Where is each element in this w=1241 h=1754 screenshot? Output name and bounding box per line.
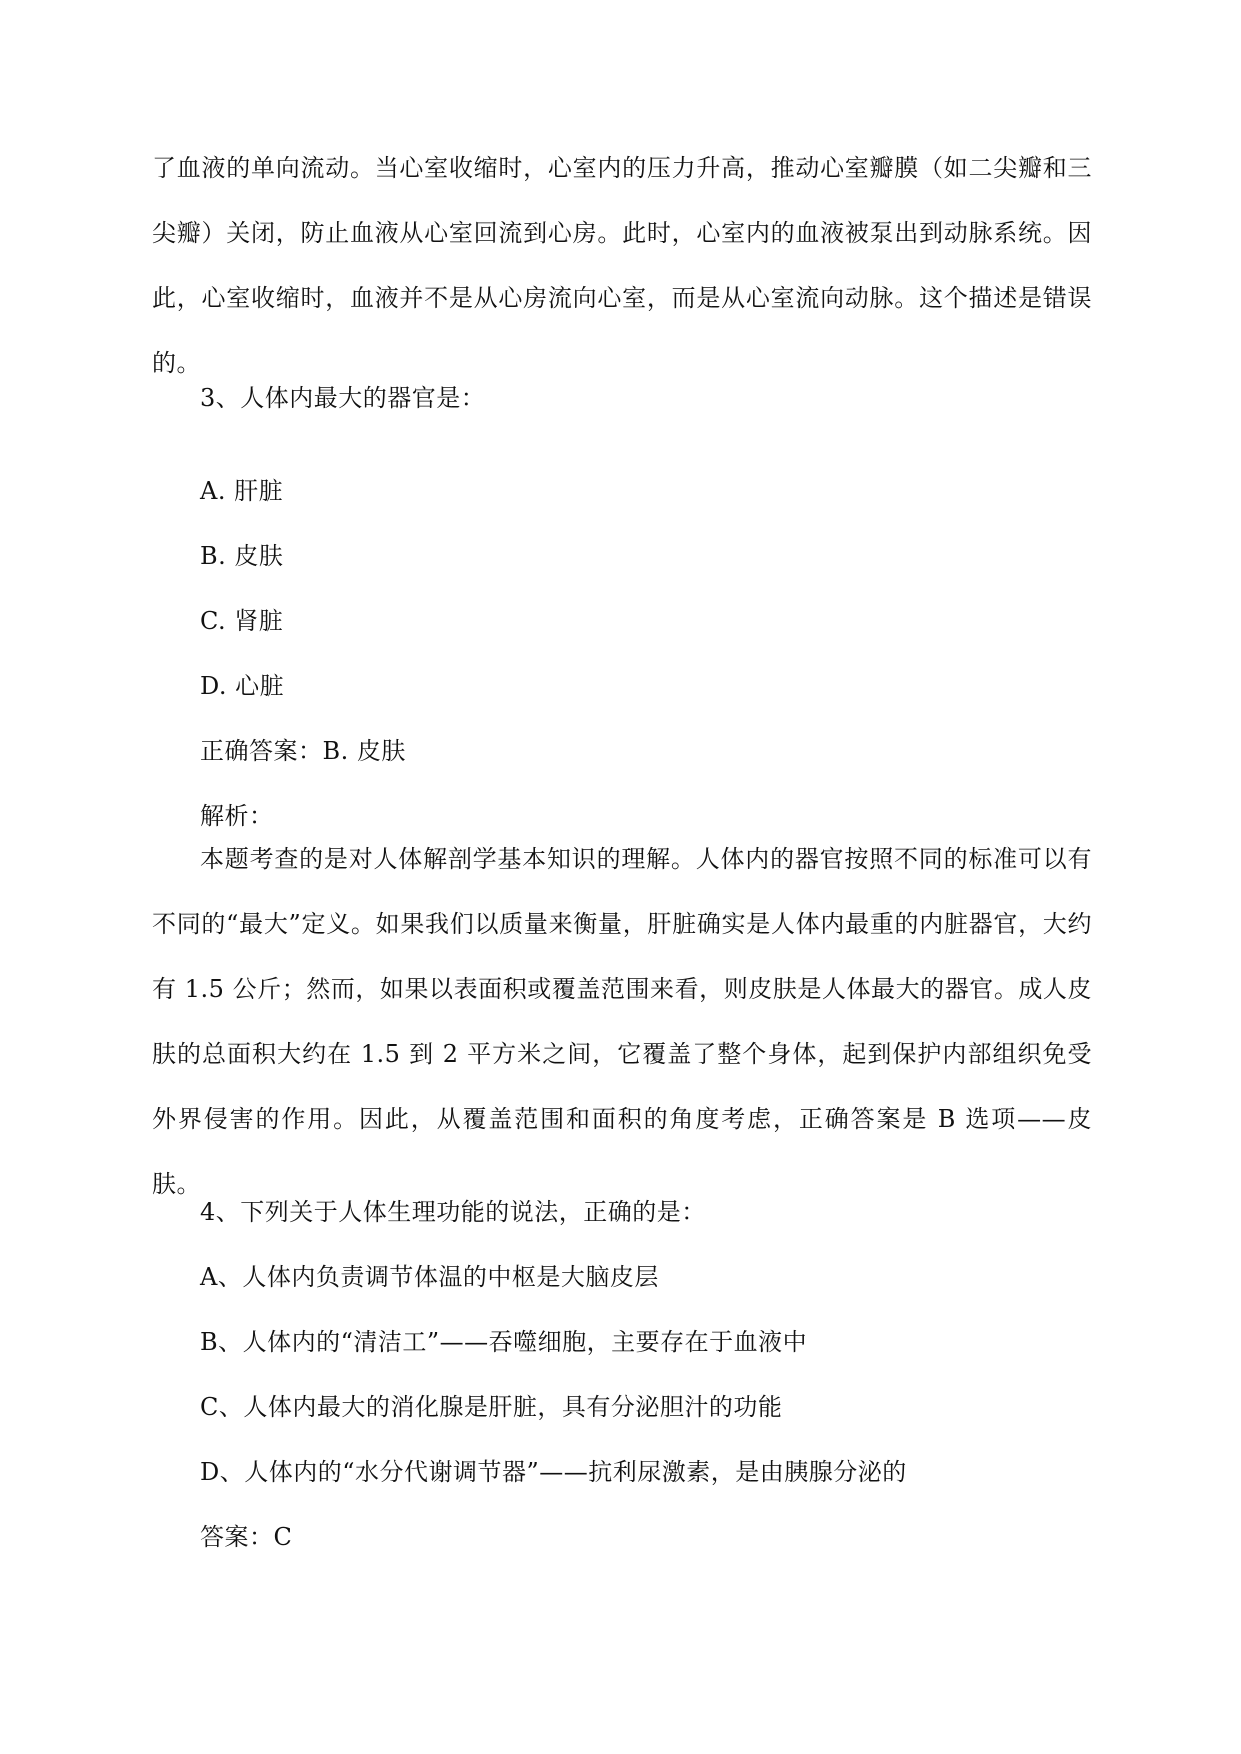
question-4-answer: 答案：C xyxy=(200,1523,293,1551)
question-3-option-d: D. 心脏 xyxy=(200,672,285,700)
question-3-option-c: C. 肾脏 xyxy=(200,607,284,635)
question-4-option-b: B、人体内的“清洁工”——吞噬细胞，主要存在于血液中 xyxy=(200,1328,808,1356)
question-4-option-d: D、人体内的“水分代谢调节器”——抗利尿激素，是由胰腺分泌的 xyxy=(200,1458,907,1486)
question-4-option-a: A、人体内负责调节体温的中枢是大脑皮层 xyxy=(200,1263,659,1291)
paragraph-continuation: 了血液的单向流动。当心室收缩时，心室内的压力升高，推动心室瓣膜（如二尖瓣和三尖瓣）关闭，防止血液从心室回流到心房。此时，心室内的血液被泵出到动脉系统。因此，心室收缩时，血液并不是从心房流向心室，而是从心室流向动脉。这个描述是错误的。 xyxy=(152,154,1092,377)
question-4-option-c: C、人体内最大的消化腺是肝脏，具有分泌胆汁的功能 xyxy=(200,1393,783,1421)
question-3-option-b: B. 皮肤 xyxy=(200,542,284,570)
question-3-option-a: A. 肝脏 xyxy=(200,477,284,505)
question-3-analysis: 本题考查的是对人体解剖学基本知识的理解。人体内的器官按照不同的标准可以有不同的“最大”定义。如果我们以质量来衡量，肝脏确实是人体内最重的内脏器官，大约有 1.5 公斤；然而，如果以表面积或覆盖范围来看，则皮肤是人体最大的器官。成人皮肤的总面积大约在 1.5 到 2 平方米之间，它覆盖了整个身体，起到保护内部组织免受外界侵害的作用。因此，从覆盖范围和面积的角度考虑，正确答案是 B 选项——皮肤。 xyxy=(152,845,1092,1198)
question-3-answer: 正确答案：B. 皮肤 xyxy=(200,737,406,765)
question-3-analysis-label: 解析： xyxy=(200,802,274,830)
question-3-stem: 3、人体内最大的器官是： xyxy=(200,384,486,412)
question-4-stem: 4、下列关于人体生理功能的说法，正确的是： xyxy=(200,1198,706,1226)
